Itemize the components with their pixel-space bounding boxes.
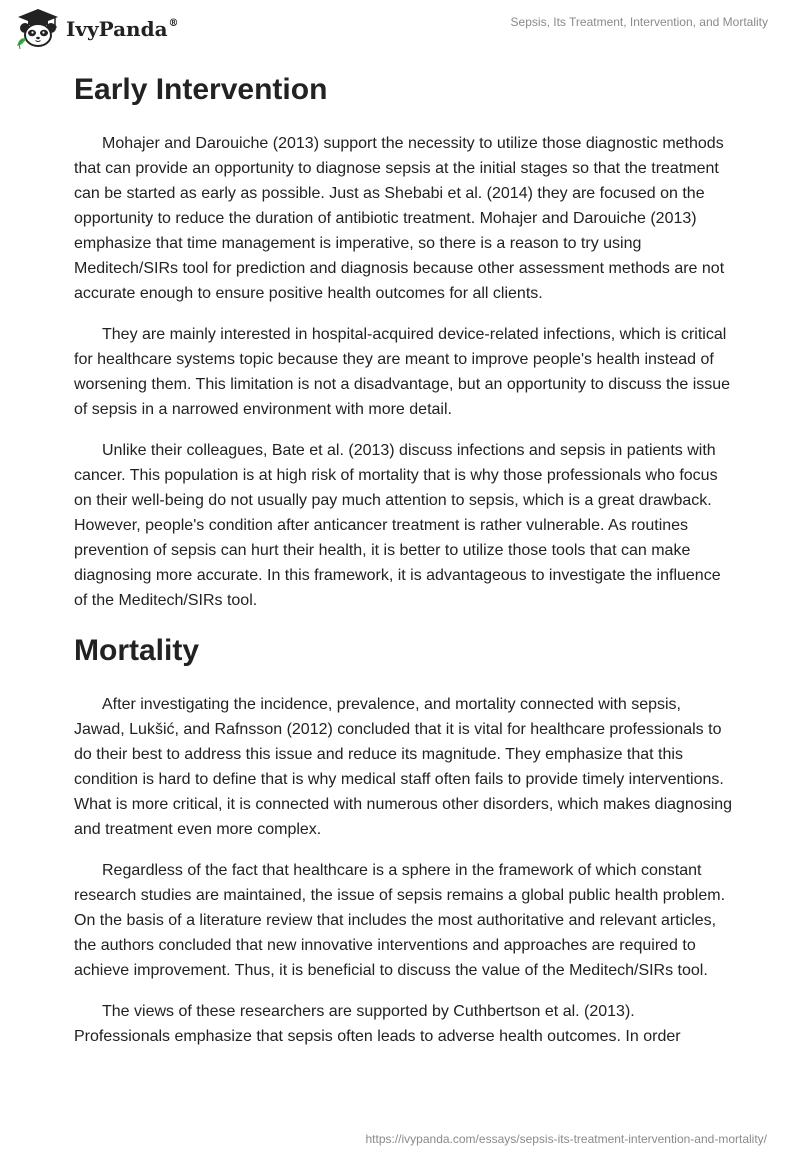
registered-mark: ® xyxy=(168,18,179,30)
section-early-intervention xyxy=(74,68,734,613)
logo-text: IvyPanda® xyxy=(66,17,179,41)
panda-graduate-icon xyxy=(14,6,62,50)
paragraph: Mohajer and Darouiche (2013) support the necessity to utilize those diagnostic methods that can provide an opportunity to diagnose sepsis at the initial stages so that the treatment can be started as early as possible. Just as Shebabi et al. (2014) they are focused on the opportunity to reduce the duration of antibiotic treatment. Mohajer and Darouiche (2013) emphasize that time management is imperative, so there is a reason to try using Meditech/SIRs tool for prediction and diagnosis because other assessment methods are not accurate enough to ensure positive health outcomes for all clients. xyxy=(74,135,725,302)
section-heading: Early Intervention xyxy=(74,73,328,106)
paragraph: Unlike their colleagues, Bate et al. (2013) discuss infections and sepsis in patients with cancer. This population is at high risk of mortality that is why those professionals who focus on their well-being do not usually pay much attention to sepsis, which is a great drawback. However, people's condition after anticancer treatment is rather vulnerable. As routines prevention of sepsis can hurt their health, it is better to utilize those tools that can make diagnosing more accurate. In this framework, it is advantageous to investigate the influence of the Meditech/SIRs tool. xyxy=(74,442,721,609)
paragraph: The views of these researchers are supported by Cuthbertson et al. (2013). Professionals emphasize that sepsis often leads to adverse health outcomes. In order xyxy=(74,1003,681,1045)
paragraph: After investigating the incidence, prevalence, and mortality connected with sepsis, Jawad, Lukšić, and Rafnsson (2012) concluded that it is vital for healthcare professionals to do their best to address this issue and reduce its magnitude. They emphasize that this condition is hard to define that is why medical staff often fails to provide timely interventions. What is more critical, it is connected with numerous other disorders, which makes diagnosing and treatment even more complex. xyxy=(74,696,733,838)
paragraph: They are mainly interested in hospital-acquired device-related infections, which is critical for healthcare systems topic because they are meant to improve people's health instead of worsening them. This limitation is not a disadvantage, but an opportunity to discuss the issue of sepsis in a narrowed environment with more detail. xyxy=(74,326,731,418)
logo[interactable] xyxy=(14,6,179,50)
section-mortality xyxy=(74,629,734,1049)
page-header xyxy=(0,0,800,60)
footer-url[interactable]: https://ivypanda.com/essays/sepsis-its-treatment-intervention-and-mortality/ xyxy=(365,1132,767,1146)
section-heading: Mortality xyxy=(74,634,200,667)
paragraph: Regardless of the fact that healthcare is a sphere in the framework of which constant research studies are maintained, the issue of sepsis remains a global public health problem. On the basis of a literature review that includes the most authoritative and relevant articles, the authors concluded that new innovative interventions and approaches are required to achieve improvement. Thus, it is beneficial to discuss the value of the Meditech/SIRs tool. xyxy=(74,862,726,979)
running-title: Sepsis, Its Treatment, Intervention, and Mortality xyxy=(510,15,768,29)
essay-content xyxy=(74,68,734,1065)
